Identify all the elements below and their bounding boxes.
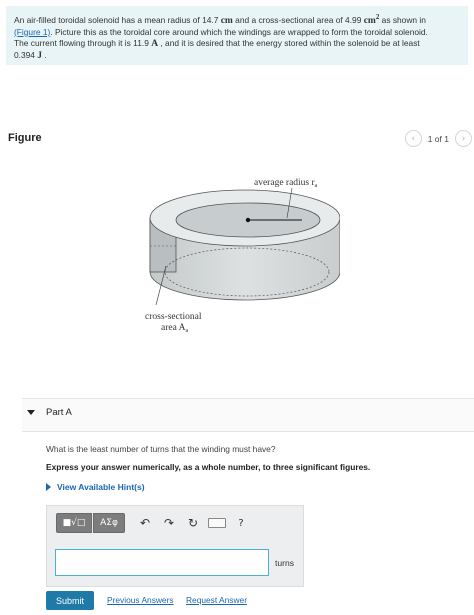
pager-count: 1 of 1 <box>427 133 449 144</box>
answer-panel <box>46 505 304 587</box>
keyboard-icon[interactable] <box>205 513 229 533</box>
figure-pager <box>405 130 472 147</box>
expand-caret-icon <box>46 483 51 491</box>
previous-answers-link[interactable]: Previous Answers <box>107 595 174 605</box>
problem-text: The current flowing through it is 11.9 <box>14 37 152 48</box>
part-a-title: Part A <box>46 407 72 418</box>
radius-label: average radius $r_a$ <box>254 178 318 189</box>
request-answer-link[interactable]: Request Answer <box>186 595 247 605</box>
hint-link-label: View Available Hint(s) <box>57 482 145 492</box>
unit-j: J <box>37 50 43 61</box>
problem-statement <box>6 6 468 65</box>
figure-link[interactable]: (Figure 1) <box>14 26 51 37</box>
question-text: What is the least number of turns that the winding must have? <box>46 444 276 454</box>
chevron-left-icon[interactable]: ‹ <box>405 130 422 147</box>
unit-cm: cm <box>363 15 376 26</box>
undo-icon[interactable]: ↶ <box>139 516 151 530</box>
area-label-line1: cross-sectional <box>145 312 202 322</box>
unit-exponent: 2 <box>375 13 380 21</box>
chevron-right-icon[interactable]: › <box>455 130 472 147</box>
answer-input[interactable] <box>55 549 269 576</box>
instruction-text: Express your answer numerically, as a whole number, to three significant figures. <box>46 462 371 472</box>
problem-line-3 <box>14 38 460 50</box>
part-a-header[interactable] <box>22 398 474 432</box>
problem-text: 0.394 <box>14 49 38 60</box>
submit-button[interactable]: Submit <box>46 591 94 610</box>
problem-text: . Picture this as the toroidal core around which the windings are wrapped to form the toroidal solenoid. <box>50 26 428 37</box>
figure-header <box>0 128 474 150</box>
problem-text: as shown in <box>379 14 426 25</box>
units-label: turns <box>275 558 295 568</box>
problem-text: , and it is desired that the energy stored within the solenoid be at least <box>158 37 420 48</box>
problem-text: An air-filled toroidal solenoid has a mean radius of 14.7 <box>14 14 221 25</box>
templates-button[interactable]: ■√□ <box>56 513 92 533</box>
symbols-button[interactable]: ΑΣφ <box>93 513 125 533</box>
unit-cm: cm <box>220 15 233 26</box>
figure-title: Figure <box>8 132 42 144</box>
toroid-figure <box>140 168 340 343</box>
reset-icon[interactable]: ↻ <box>187 516 199 530</box>
area-label-line2: area $A_a$ <box>161 323 189 334</box>
problem-text: . <box>42 49 47 60</box>
problem-text: and a cross-sectional area of 4.99 <box>232 14 364 25</box>
unit-a: A <box>151 38 159 49</box>
math-toolbar <box>56 513 253 533</box>
problem-line-2 <box>14 27 460 38</box>
collapse-caret-icon[interactable] <box>27 410 35 415</box>
problem-line-1 <box>14 12 460 27</box>
help-icon[interactable]: ? <box>238 517 244 529</box>
redo-icon[interactable]: ↷ <box>163 516 175 530</box>
view-hints-link[interactable] <box>46 482 145 492</box>
problem-line-4 <box>14 50 460 62</box>
